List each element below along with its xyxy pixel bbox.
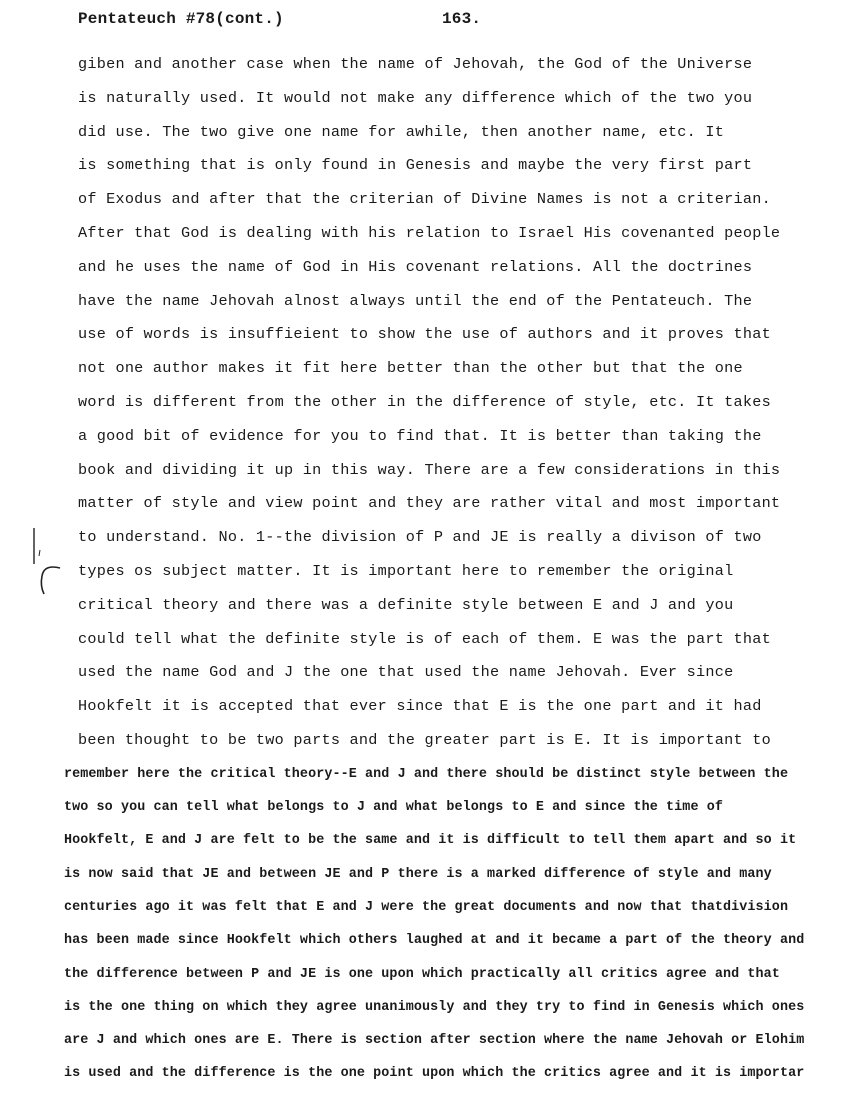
- text-line: two so you can tell what belongs to J and what belongs to E and since the time of: [64, 800, 723, 816]
- text-line: use of words is insuffieient to show the use of authors and it proves that: [78, 325, 771, 344]
- page-number: 163.: [442, 10, 482, 28]
- text-line: not one author makes it fit here better than the other but that the one: [78, 359, 743, 378]
- text-line: is now said that JE and between JE and P there is a marked difference of style and many: [64, 866, 772, 882]
- document-body: [64, 48, 838, 1091]
- text-line: been thought to be two parts and the greater part is E. It is important to: [78, 730, 771, 749]
- typed-block-large: [78, 48, 838, 758]
- text-line: Hookfelt it is accepted that ever since that E is the one part and it had: [78, 697, 762, 716]
- text-line: is naturally used. It would not make any difference which of the two you: [78, 88, 753, 107]
- text-line: matter of style and view point and they are rather vital and most important: [78, 494, 781, 513]
- text-line: is the one thing on which they agree unanimously and they try to find in Genesis which ones: [64, 999, 805, 1015]
- page-header: [78, 10, 778, 40]
- text-line: giben and another case when the name of Jehovah, the God of the Universe: [78, 55, 753, 73]
- text-line: the difference between P and JE is one upon which practically all critics agree and that: [64, 966, 780, 982]
- text-line: a good bit of evidence for you to find that. It is better than taking the: [78, 426, 762, 445]
- text-line: is something that is only found in Genesis and maybe the very first part: [78, 156, 753, 175]
- margin-bracket-mark: [24, 520, 64, 600]
- text-line: types os subject matter. It is important here to remember the original: [78, 561, 734, 580]
- header-title: Pentateuch #78(cont.): [78, 10, 284, 28]
- text-line: is used and the difference is the one point upon which the critics agree and it is importar: [64, 1066, 805, 1082]
- text-line: After that God is dealing with his relation to Israel His covenanted people: [78, 223, 781, 242]
- text-line: word is different from the other in the difference of style, etc. It takes: [78, 392, 771, 411]
- text-line: to understand. No. 1--the division of P and JE is really a divison of two: [78, 528, 762, 547]
- text-line: have the name Jehovah alnost always until the end of the Pentateuch. The: [78, 291, 753, 310]
- typed-block-small: [64, 758, 838, 1091]
- text-line: has been made since Hookfelt which others laughed at and it became a part of the theory and: [64, 933, 805, 949]
- text-line: critical theory and there was a definite style between E and J and you: [78, 595, 734, 614]
- text-line: and he uses the name of God in His covenant relations. All the doctrines: [78, 257, 753, 276]
- text-line: centuries ago it was felt that E and J were the great documents and now that thatdivision: [64, 899, 789, 915]
- text-line: remember here the critical theory--E and J and there should be distinct style between the: [64, 766, 789, 782]
- text-line: could tell what the definite style is of each of them. E was the part that: [78, 629, 771, 648]
- text-line: are J and which ones are E. There is section after section where the name Jehovah or Elohim: [64, 1033, 805, 1049]
- text-line: used the name God and J the one that used the name Jehovah. Ever since: [78, 663, 734, 682]
- text-line: of Exodus and after that the criterian of Divine Names is not a criterian.: [78, 190, 771, 209]
- text-line: Hookfelt, E and J are felt to be the same and it is difficult to tell them apart and so it: [64, 833, 797, 849]
- text-line: book and dividing it up in this way. There are a few considerations in this: [78, 460, 781, 479]
- text-line: did use. The two give one name for awhile, then another name, etc. It: [78, 122, 725, 141]
